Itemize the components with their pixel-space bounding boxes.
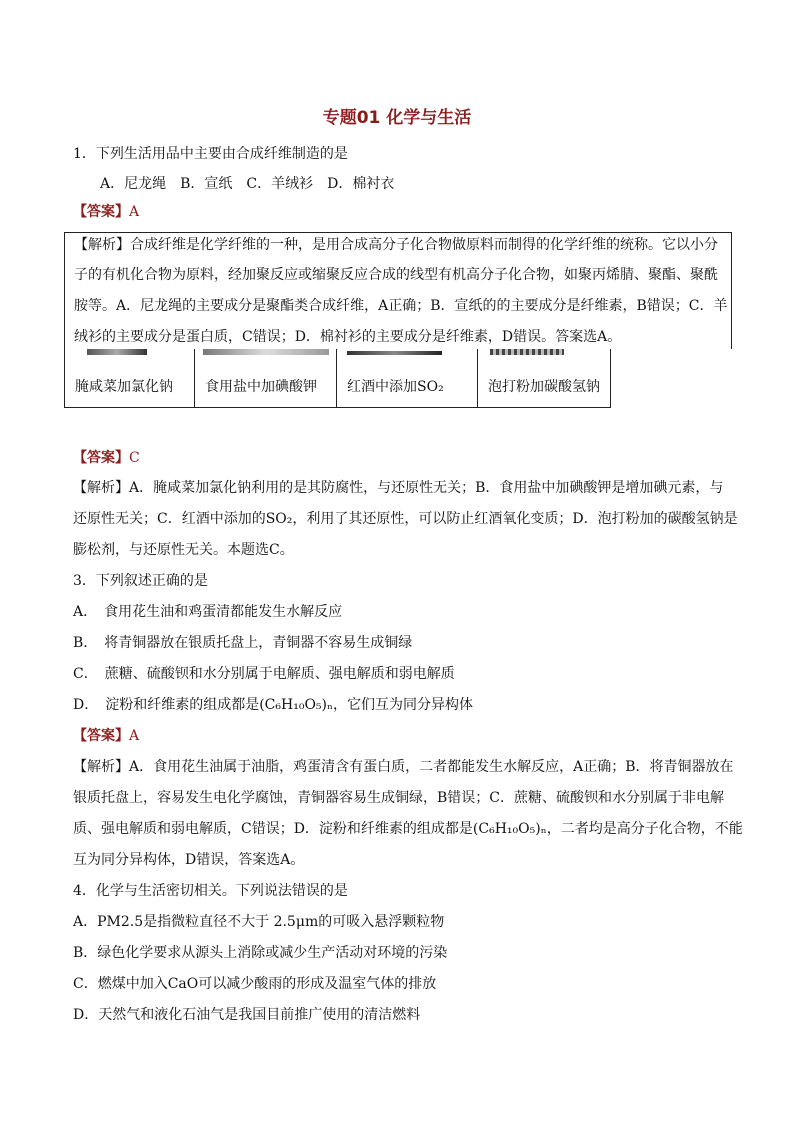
q1-analysis-line bbox=[74, 296, 728, 316]
q4-option-a: A．PM2.5是指微粒直径不大于 2.5μm的可吸入悬浮颗粒物 bbox=[73, 914, 445, 930]
answer-value: C bbox=[129, 450, 140, 466]
q3-analysis-line: 质、强电解质和弱电解质，C错误；D．淀粉和纤维素的组成都是(C₆H₁₀O₅)ₙ，二者均是高分子化合物，不能 bbox=[73, 821, 743, 837]
q1-analysis-text: 胺等。A．尼龙绳的主要成分是聚酯类合成纤维，A正确；B．宣纸的的主要成分是纤维素，B错误；C．羊 bbox=[74, 298, 728, 314]
q3-answer bbox=[73, 726, 139, 746]
q2-option-table bbox=[64, 342, 610, 408]
q2-analysis-line: 【解析】A．腌咸菜加氯化钠利用的是其防腐性，与还原性无关；B．食用盐中加碘酸钾是增加碘元素，与 bbox=[73, 480, 724, 496]
answer-value: A bbox=[129, 728, 140, 744]
q4-option-b: B．绿色化学要求从源头上消除或减少生产活动对环境的污染 bbox=[73, 945, 448, 961]
q1-analysis-text: 绒衫的主要成分是蛋白质，C错误；D．棉衬衫的主要成分是纤维素，D错误。答案选A。 bbox=[74, 329, 622, 345]
q2-answer bbox=[73, 448, 140, 468]
q2-analysis-line: 还原性无关；C．红酒中添加的SO₂，利用了其还原性，可以防止红酒氧化变质；D．泡打粉加的碳酸氢钠是 bbox=[73, 511, 738, 527]
q3-option-c: C． 蔗糖、硫酸钡和水分别属于电解质、强电解质和弱电解质 bbox=[73, 666, 455, 682]
q1-options: A．尼龙绳 B．宣纸 C．羊绒衫 D．棉衬衣 bbox=[100, 176, 395, 192]
q4-option-d: D．天然气和液化石油气是我国目前推广使用的清洁燃料 bbox=[73, 1007, 421, 1023]
wine-image bbox=[347, 351, 442, 355]
q2-cell-d bbox=[477, 342, 611, 408]
q1-analysis-box bbox=[64, 232, 732, 349]
baking-powder-image bbox=[490, 349, 564, 355]
answer-tag: 【答案】 bbox=[73, 728, 129, 744]
q3-analysis-line: 银质托盘上，容易发生电化学腐蚀，青铜器容易生成铜绿，B错误；C．蔗糖、硫酸钡和水分别属于非电解 bbox=[73, 790, 724, 806]
q4-stem: 4．化学与生活密切相关。下列说法错误的是 bbox=[73, 883, 348, 899]
q2-cell-label: 泡打粉加碳酸氢钠 bbox=[488, 379, 600, 395]
page-title: 专题01 化学与生活 bbox=[322, 108, 472, 128]
q3-option-a: A． 食用花生油和鸡蛋清都能发生水解反应 bbox=[73, 604, 343, 620]
q2-analysis-line: 膨松剂，与还原性无关。本题选C。 bbox=[73, 542, 294, 558]
q2-cell-b bbox=[194, 342, 337, 408]
q4-option-c: C．燃煤中加入CaO可以减少酸雨的形成及温室气体的排放 bbox=[73, 976, 437, 992]
q1-analysis-text: 【解析】合成纤维是化学纤维的一种，是用合成高分子化合物做原料而制得的化学纤维的统称。它以小分 bbox=[74, 237, 718, 253]
answer-value: A bbox=[129, 204, 140, 220]
pickle-image bbox=[87, 349, 147, 355]
q3-analysis-line: 互为同分异构体，D错误，答案选A。 bbox=[73, 852, 305, 868]
q3-option-b: B． 将青铜器放在银质托盘上，青铜器不容易生成铜绿 bbox=[73, 635, 413, 651]
q3-option-d: D． 淀粉和纤维素的组成都是(C₆H₁₀O₅)ₙ，它们互为同分异构体 bbox=[73, 697, 474, 713]
q1-stem: 1．下列生活用品中主要由合成纤维制造的是 bbox=[73, 146, 348, 162]
q3-stem: 3．下列叙述正确的是 bbox=[73, 573, 208, 589]
q2-cell-label: 腌咸菜加氯化钠 bbox=[75, 379, 173, 395]
answer-tag: 【答案】 bbox=[73, 450, 129, 466]
q1-answer bbox=[73, 202, 139, 222]
q1-analysis-line bbox=[74, 235, 718, 255]
q2-cell-label: 食用盐中加碘酸钾 bbox=[205, 379, 317, 395]
answer-tag: 【答案】 bbox=[73, 204, 129, 220]
q2-cell-label: 红酒中添加SO₂ bbox=[347, 379, 444, 395]
q3-analysis-line: 【解析】A．食用花生油属于油脂，鸡蛋清含有蛋白质，二者都能发生水解反应，A正确；B．将青铜器放在 bbox=[73, 759, 734, 775]
salt-image bbox=[203, 349, 329, 355]
q1-analysis-line bbox=[74, 265, 718, 285]
q1-analysis-line bbox=[74, 327, 621, 347]
q2-cell-a bbox=[64, 342, 195, 408]
q1-analysis-text: 子的有机化合物为原料，经加聚反应或缩聚反应合成的线型有机高分子化合物，如聚丙烯腈、聚酯、聚酰 bbox=[74, 267, 718, 283]
q2-cell-c bbox=[336, 342, 478, 408]
